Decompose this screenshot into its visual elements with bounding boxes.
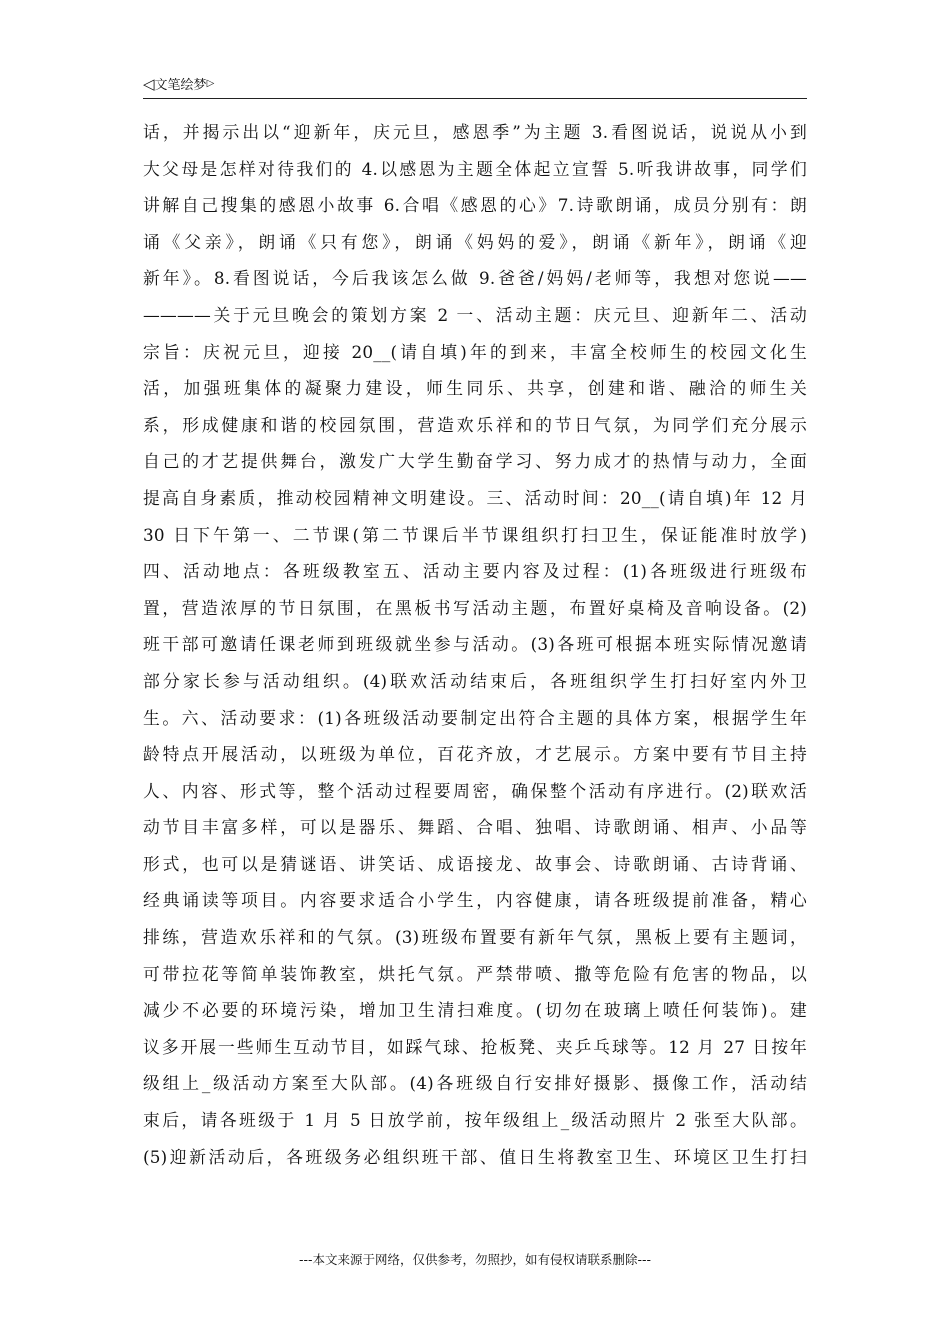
body-line: 形式，也可以是猜谜语、讲笑话、成语接龙、故事会、诗歌朗诵、古诗背诵、 (143, 853, 807, 874)
body-line: 经典诵读等项目。内容要求适合小学生，内容健康，请各班级提前准备，精心 (143, 890, 807, 911)
body-line: 讲解自己搜集的感恩小故事 6.合唱《感恩的心》7.诗歌朗诵，成员分别有：朗 (143, 195, 807, 216)
body-line: 新年》。8.看图说话，今后我该怎么做 9.爸爸/妈妈/老师等，我想对您说—— (143, 268, 807, 289)
body-line: ————关于元旦晚会的策划方案 2 一、活动主题：庆元旦、迎新年二、活动 (143, 304, 807, 325)
left-triangle-icon: ◁ (143, 75, 155, 93)
page-footer: ---本文来源于网络，仅供参考，勿照抄，如有侵权请联系删除--- (298, 1252, 652, 1267)
body-line: 班干部可邀请任课老师到班级就坐参与活动。(3)各班可根据本班实际情况邀请 (143, 634, 807, 655)
body-line: 大父母是怎样对待我们的 4.以感恩为主题全体起立宣誓 5.听我讲故事，同学们 (143, 158, 807, 179)
body-line: 系，形成健康和谐的校园氛围，营造欢乐祥和的节日气氛，为同学们充分展示 (143, 414, 807, 435)
right-triangle-icon: ▷ (206, 78, 215, 89)
body-line: 动节目丰富多样，可以是器乐、舞蹈、合唱、独唱、诗歌朗诵、相声、小品等 (143, 817, 807, 838)
body-line: 减少不必要的环境污染，增加卫生清扫难度。(切勿在玻璃上喷任何装饰)。建 (143, 1000, 807, 1021)
document-body (143, 114, 807, 1175)
body-line: 生。六、活动要求：(1)各班级活动要制定出符合主题的具体方案，根据学生年 (143, 707, 807, 728)
body-line: 提高自身素质，推动校园精神文明建设。三、活动时间：20__(请自填)年 12 月 (143, 487, 807, 508)
body-line: 可带拉花等简单装饰教室，烘托气氛。严禁带喷、撒等危险有危害的物品，以 (143, 963, 807, 984)
body-line: 部分家长参与活动组织。(4)联欢活动结束后，各班组织学生打扫好室内外卫 (143, 670, 807, 691)
body-line: 自己的才艺提供舞台，激发广大学生勤奋学习、努力成才的热情与动力，全面 (143, 451, 807, 472)
body-line: 诵《父亲》，朗诵《只有您》，朗诵《妈妈的爱》，朗诵《新年》，朗诵《迎 (143, 231, 807, 252)
body-line: 人、内容、形式等，整个活动过程要周密，确保整个活动有序进行。(2)联欢活 (143, 780, 807, 801)
body-line: 龄特点开展活动，以班级为单位，百花齐放，才艺展示。方案中要有节目主持 (143, 744, 807, 765)
body-line: (5)迎新活动后，各班级务必组织班干部、值日生将教室卫生、环境区卫生打扫 (143, 1146, 807, 1167)
body-line: 宗旨：庆祝元旦，迎接 20__(请自填)年的到来，丰富全校师生的校园文化生 (143, 341, 807, 362)
page-header (143, 74, 807, 99)
body-line: 30 日下午第一、二节课(第二节课后半节课组织打扫卫生，保证能准时放学) (143, 524, 807, 545)
body-line: 议多开展一些师生互动节目，如踩气球、抢板凳、夹乒乓球等。12 月 27 日按年 (143, 1036, 807, 1057)
body-line: 四、活动地点：各班级教室五、活动主要内容及过程：(1)各班级进行班级布 (143, 561, 807, 582)
body-line: 束后，请各班级于 1 月 5 日放学前，按年级组上_级活动照片 2 张至大队部。 (143, 1110, 807, 1131)
header-title: 文笔绘梦 (154, 78, 207, 93)
body-line: 置，营造浓厚的节日氛围，在黑板书写活动主题，布置好桌椅及音响设备。(2) (143, 597, 807, 618)
body-line: 活，加强班集体的凝聚力建设，师生同乐、共享，创建和谐、融洽的师生关 (143, 378, 807, 399)
body-line: 话，并揭示出以“迎新年，庆元旦，感恩季”为主题 3.看图说话，说说从小到 (143, 122, 807, 142)
body-line: 级组上_级活动方案至大队部。(4)各班级自行安排好摄影、摄像工作，活动结 (143, 1073, 807, 1094)
body-line: 排练，营造欢乐祥和的气氛。(3)班级布置要有新年气氛，黑板上要有主题词， (143, 927, 807, 948)
